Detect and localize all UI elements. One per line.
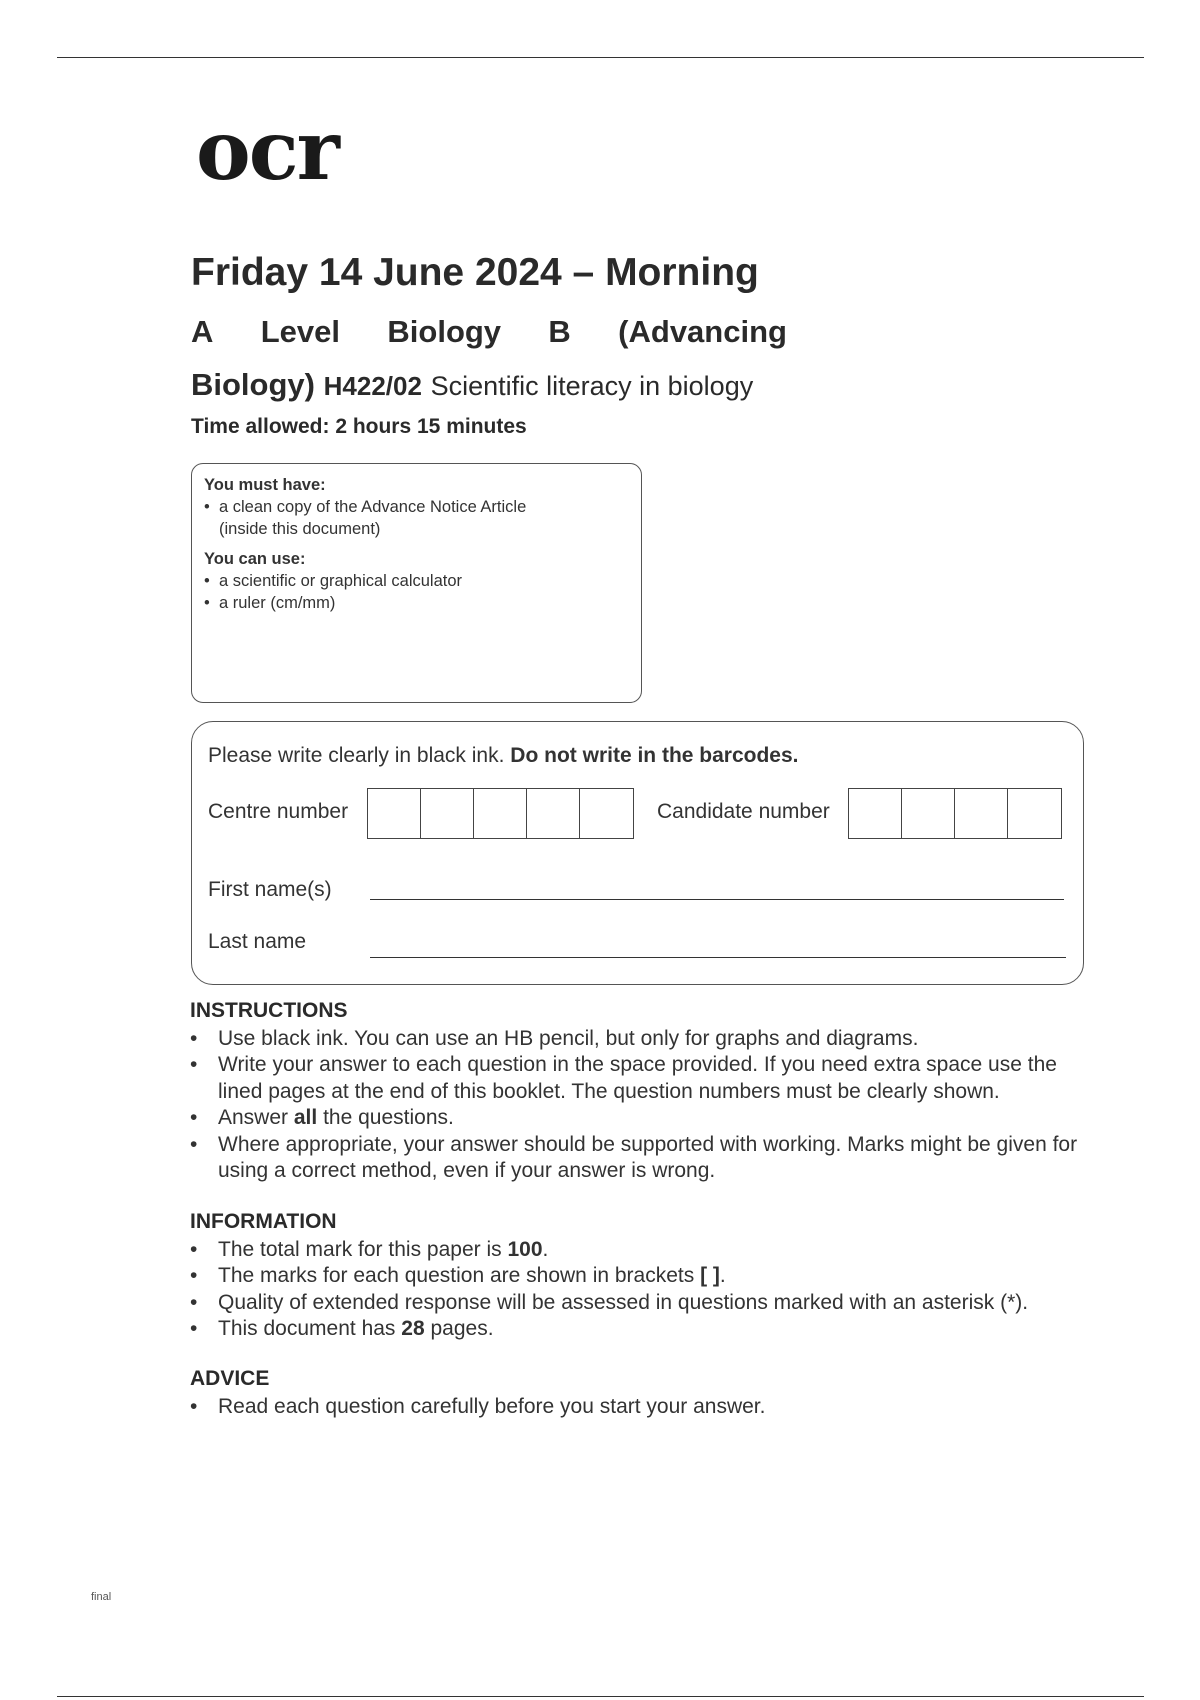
first-name-label: First name(s) (208, 878, 332, 901)
candidate-details-box (191, 721, 1084, 985)
last-name-label: Last name (208, 930, 307, 953)
centre-number-label: Centre number (208, 800, 349, 823)
list-item-continuation: (inside this document) (219, 520, 381, 538)
list-item: • a scientific or graphical calculator (204, 570, 629, 592)
instructions-heading: INSTRUCTIONS (190, 999, 348, 1022)
subject-word: A (191, 314, 214, 349)
item-text: pages. (430, 1317, 494, 1341)
item-emphasis: [ ] (700, 1264, 720, 1288)
list-item: • Where appropriate, your answer should be supported with working. Marks might be given for using a correct method, even if your answer is wrong. (190, 1132, 1090, 1185)
footer-note: final (91, 1591, 112, 1603)
paper-title: Scientific literacy in biology (430, 371, 754, 401)
list-item (190, 1237, 1090, 1263)
subject-word: (Advancing (618, 314, 787, 349)
list-item: • a clean copy of the Advance Notice Article (204, 496, 629, 518)
list-item (190, 1263, 1090, 1289)
instructions-section (190, 998, 1090, 1184)
candidate-digit-box[interactable] (849, 789, 902, 838)
subject-word: Biology (387, 314, 502, 349)
advice-heading: ADVICE (190, 1367, 270, 1390)
list-item (190, 1105, 1090, 1131)
centre-number-boxes (367, 788, 634, 839)
barcode-warning: Do not write in the barcodes. (510, 744, 799, 767)
item-text: the questions. (323, 1106, 454, 1130)
candidate-number-label: Candidate number (657, 800, 830, 823)
centre-digit-box[interactable] (527, 789, 580, 838)
first-name-line[interactable] (370, 899, 1064, 900)
subject-word: B (548, 314, 571, 349)
advice-section (190, 1366, 1090, 1420)
item-text: The total mark for this paper is (218, 1238, 502, 1261)
list-item: • Use black ink. You can use an HB pencil, but only for graphs and diagrams. (190, 1026, 1090, 1052)
candidate-digit-box[interactable] (902, 789, 955, 838)
list-item: • Write your answer to each question in the space provided. If you need extra space use the lined pages at the end of this booklet. The question numbers must be clearly shown. (190, 1052, 1090, 1105)
subject-title-line2 (191, 366, 753, 403)
item-text: Answer (218, 1106, 289, 1130)
item-text: . (542, 1238, 549, 1261)
ocr-logo: ocr (196, 103, 338, 199)
list-item: • a ruler (cm/mm) (204, 592, 629, 614)
candidate-digit-box[interactable] (955, 789, 1008, 838)
item-text: This document has (218, 1317, 396, 1341)
can-use-heading: You can use: (204, 550, 306, 568)
list-item (190, 1316, 1090, 1342)
paper-code: H422/02 (323, 371, 422, 401)
list-item: • Quality of extended response will be assessed in questions marked with an asterisk (*). (190, 1290, 1090, 1316)
centre-digit-box[interactable] (368, 789, 421, 838)
candidate-number-boxes (848, 788, 1062, 839)
subject-word: Level (260, 314, 341, 349)
intro-text: Please write clearly in black ink. (208, 744, 505, 767)
list-item: • Read each question carefully before you start your answer. (190, 1394, 1090, 1420)
centre-digit-box[interactable] (474, 789, 527, 838)
information-section (190, 1209, 1090, 1343)
item-emphasis: 28 (401, 1317, 425, 1341)
equipment-box (191, 463, 642, 703)
item-text: . (719, 1264, 726, 1288)
exam-date: Friday 14 June 2024 – Morning (191, 251, 759, 294)
candidate-digit-box[interactable] (1008, 789, 1061, 838)
last-name-line[interactable] (370, 957, 1066, 958)
must-have-heading: You must have: (204, 476, 326, 494)
subject-word: Biology) (191, 367, 315, 402)
subject-title-line1 (191, 313, 787, 350)
centre-digit-box[interactable] (580, 789, 633, 838)
centre-digit-box[interactable] (421, 789, 474, 838)
item-emphasis: all (293, 1106, 318, 1130)
top-rule (57, 57, 1144, 58)
information-heading: INFORMATION (190, 1210, 337, 1233)
time-allowed: Time allowed: 2 hours 15 minutes (191, 415, 527, 438)
bottom-rule (57, 1696, 1144, 1697)
item-emphasis: 100 (507, 1238, 543, 1261)
item-text: The marks for each question are shown in brackets (218, 1264, 695, 1288)
candidate-box-intro (208, 744, 799, 768)
